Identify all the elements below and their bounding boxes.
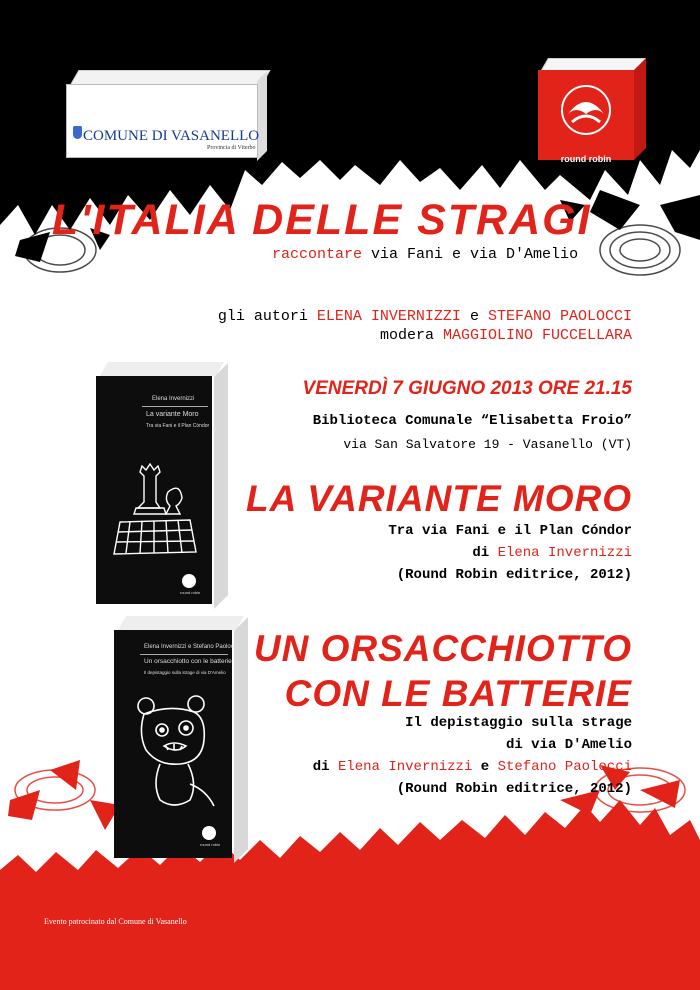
- book-2-author-line: [313, 756, 632, 778]
- cover-divider: [142, 406, 208, 407]
- author-1: ELENA INVERNIZZI: [316, 308, 461, 325]
- event-venue: Biblioteca Comunale “Elisabetta Froio”: [312, 413, 632, 429]
- book-2-title-line-2: CON LE BATTERIE: [284, 673, 632, 714]
- event-address: via San Salvatore 19 - Vasanello (VT): [343, 437, 632, 452]
- book-cover-orsacchiotto: [114, 616, 262, 868]
- book-1-title: LA VARIANTE MORO: [246, 478, 632, 519]
- book-2-author-2: Stefano Paolocci: [497, 759, 632, 775]
- cover-brand: round robin: [200, 842, 221, 847]
- book-2-meta: [313, 712, 632, 800]
- book-2-title-line-1: UN ORSACCHIOTTO: [253, 628, 632, 669]
- book-top-face: [100, 362, 224, 376]
- publisher-logo-icon: [182, 574, 196, 588]
- book-2-subtitle-1: Il depistaggio sulla strage: [405, 715, 632, 731]
- cover-divider: [140, 654, 228, 655]
- book-2-by: di: [312, 759, 330, 775]
- book-2-and: e: [480, 759, 490, 775]
- moderator-name: MAGGIOLINO FUCCELLARA: [442, 327, 632, 344]
- comune-logo-box: [66, 70, 266, 156]
- book-front-face: [114, 630, 239, 858]
- cover-author: Elena Invernizzi e Stefano Paolocci: [144, 644, 239, 650]
- publisher-logo-icon: [202, 826, 216, 840]
- crest-icon: [73, 126, 82, 139]
- subtitle-red: raccontare: [272, 246, 363, 263]
- cover-title: Un orsacchiotto con le batterie: [144, 658, 232, 665]
- book-1-author-line: [388, 542, 632, 564]
- publisher-name: round robin: [560, 154, 612, 164]
- moderator-prefix: modera: [379, 327, 434, 344]
- cover-brand: round robin: [180, 590, 201, 595]
- publisher-logo-box: [538, 58, 648, 164]
- book-2-title: [254, 626, 632, 716]
- box-side-face: [634, 58, 646, 160]
- author-2: STEFANO PAOLOCCI: [487, 308, 632, 325]
- book-2-subtitle-2: di via D'Amelio: [505, 737, 632, 753]
- round-robin-logo-icon: [560, 84, 612, 136]
- subtitle-rest: via Fani e via D'Amelio: [371, 246, 579, 263]
- book-1-subtitle: Tra via Fani e il Plan Cóndor: [388, 523, 632, 539]
- authors-line: [218, 307, 632, 326]
- footer-sponsor-note: Evento patrocinato dal Comune di Vasanello: [44, 917, 187, 926]
- comune-province: Provincia di Viterbo: [207, 145, 256, 151]
- authors-and: e: [469, 308, 479, 325]
- book-1-by: di: [472, 545, 490, 561]
- teddy-bear-illustration-icon: [130, 694, 220, 814]
- cover-title: La variante Moro: [146, 411, 199, 418]
- book-2-publisher: (Round Robin editrice, 2012): [396, 781, 632, 797]
- authors-block: [218, 307, 632, 345]
- book-1-author: Elena Invernizzi: [497, 545, 632, 561]
- book-front-face: [96, 376, 212, 604]
- book-1-meta: [388, 520, 632, 586]
- box-front-face: [66, 84, 258, 158]
- book-side-face: [214, 363, 228, 609]
- cover-subtitle: Tra via Fani e il Plan Cóndor: [146, 423, 210, 429]
- book-1-publisher: (Round Robin editrice, 2012): [396, 567, 632, 583]
- event-subtitle: [272, 246, 578, 263]
- comune-name: COMUNE DI VASANELLO: [83, 128, 260, 144]
- book-cover-variante-moro: [96, 362, 236, 614]
- box-side-face: [257, 71, 267, 161]
- authors-prefix: gli autori: [217, 308, 308, 325]
- cover-author: Elena Invernizzi: [152, 396, 195, 402]
- box-front-face: [538, 70, 634, 164]
- book-side-face: [234, 617, 248, 863]
- moderator-line: [218, 326, 632, 345]
- event-title: L'ITALIA DELLE STRAGI: [52, 196, 592, 244]
- cover-subtitle: Il depistaggio sulla strage di via D'Amelio: [144, 670, 226, 675]
- book-2-author-1: Elena Invernizzi: [337, 759, 473, 775]
- event-date: VENERDÌ 7 GIUGNO 2013 ORE 21.15: [302, 378, 632, 399]
- chess-illustration-icon: [110, 462, 200, 562]
- book-top-face: [118, 616, 244, 630]
